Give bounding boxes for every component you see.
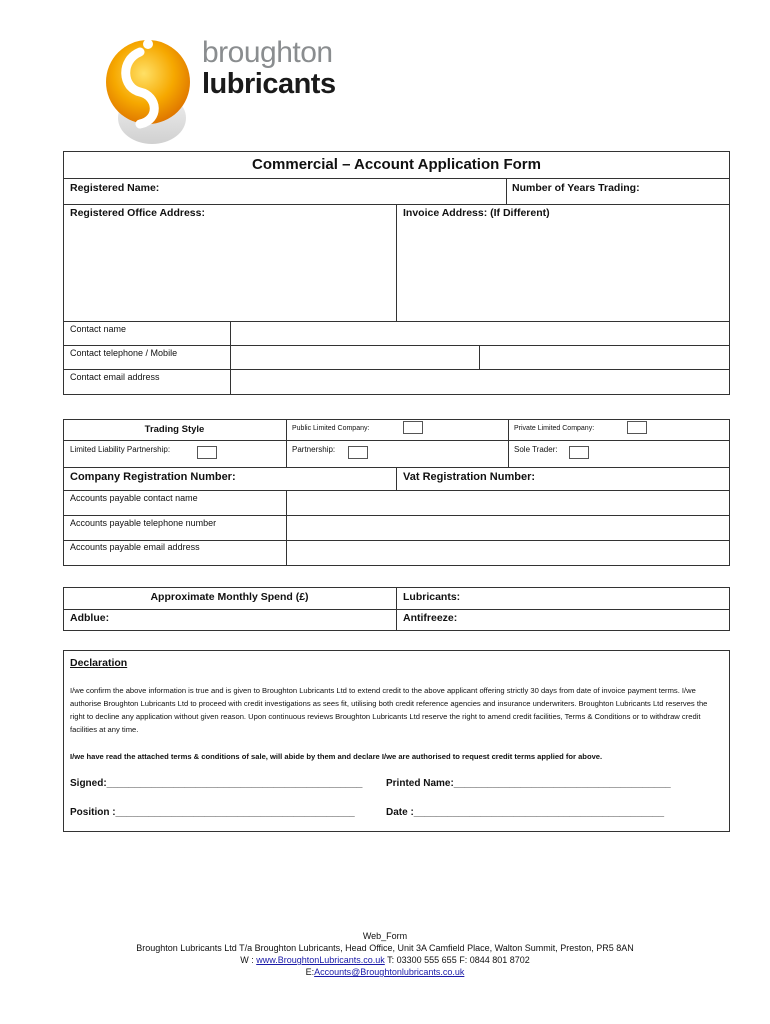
sole-trader-checkbox[interactable] [569,446,589,459]
email-link[interactable]: Accounts@Broughtonlubricants.co.uk [314,967,465,977]
printed-name-line[interactable]: Printed Name:_______________________________________ [386,778,671,789]
signed-line[interactable]: Signed:______________________________________________ [70,778,363,789]
registered-name-label: Registered Name: [70,182,160,194]
contact-name-field[interactable] [231,322,729,345]
ap-email-field[interactable] [287,541,729,565]
registered-office-label: Registered Office Address: [70,207,205,219]
invoice-address-field[interactable] [397,222,729,320]
company-reg-label: Company Registration Number: [70,471,236,483]
plc-label: Public Limited Company: [292,425,370,432]
contact-email-field[interactable] [231,370,729,394]
footer-web-form: Web_Form [362,931,408,941]
invoice-address-label: Invoice Address: (If Different) [403,207,550,219]
vat-reg-label: Vat Registration Number: [403,471,536,483]
ap-email-label: Accounts payable email address [70,542,200,552]
plc-checkbox[interactable] [403,421,423,434]
divider [508,419,509,467]
contact-name-label: Contact name [70,324,127,334]
declaration-heading: Declaration [70,657,128,669]
divider [63,440,730,441]
declaration-paragraph: I/we confirm the above information is true and is given to Broughton Lubricants Ltd to extend credit to the above applicant offering strictly 30 days from date of invoice payment terms. I/we authorise Broughton Lubricants Ltd to proceed with credit investigations as sees fit, utilising both credit reference agencies and insurance underwriters. Broughton Lubricants Ltd reserves the right to decline any application without given reason. Upon continuous reviews Broughton Lubricants Ltd reserve the right to amend credit facilities, Terms & Conditions or to withdraw credit facilities at any time. [70,686,708,734]
ap-name-label: Accounts payable contact name [70,493,198,503]
divider [396,467,397,490]
ap-name-field[interactable] [287,491,729,515]
years-trading-label: Number of Years Trading: [512,182,640,194]
registered-name-field[interactable] [200,178,505,204]
lubricants-label: Lubricants: [403,591,461,603]
llp-checkbox[interactable] [197,446,217,459]
llp-label: Limited Liability Partnership: [70,445,171,454]
contact-email-label: Contact email address [70,372,160,382]
divider [63,609,730,610]
contact-mobile-field[interactable] [480,346,729,369]
declaration-agree: I/we have read the attached terms & conditions of sale, will abide by them and declare I/we are authorised to request credit terms applied for above. [70,752,603,761]
partnership-label: Partnership: [292,445,336,454]
footer-email: E:Accounts@Broughtonlubricants.co.uk [305,967,465,977]
declaration-box [63,650,730,832]
footer-contact: W : www.BroughtonLubricants.co.uk T: 03300 555 655 F: 0844 801 8702 [240,955,530,965]
contact-phone-field[interactable] [231,346,479,369]
footer [0,930,770,978]
website-link[interactable]: www.BroughtonLubricants.co.uk [256,955,385,965]
monthly-spend-label: Approximate Monthly Spend (£) [150,591,309,603]
sole-trader-label: Sole Trader: [514,445,558,454]
position-line[interactable]: Position :___________________________________________ [70,807,355,818]
partnership-checkbox[interactable] [348,446,368,459]
antifreeze-label: Antifreeze: [403,612,458,624]
form-title: Commercial – Account Application Form [252,156,541,173]
ap-phone-label: Accounts payable telephone number [70,518,217,528]
pvt-checkbox[interactable] [627,421,647,434]
footer-company: Broughton Lubricants Ltd T/a Broughton Lubricants, Head Office, Unit 3A Camfield Place, Walton Summit, Preston, PR5 8AN [136,943,634,953]
pvt-label: Private Limited Company: [514,425,595,432]
ap-phone-field[interactable] [287,516,729,540]
trading-style-label: Trading Style [144,424,205,435]
logo-text-lubricants: lubricants [202,68,336,100]
divider [286,419,287,467]
divider [506,178,507,204]
date-line[interactable]: Date :_____________________________________________ [386,807,665,818]
registered-office-field[interactable] [64,222,396,320]
contact-phone-label: Contact telephone / Mobile [70,348,178,358]
adblue-label: Adblue: [70,612,110,624]
logo-text-broughton: broughton [202,36,333,69]
